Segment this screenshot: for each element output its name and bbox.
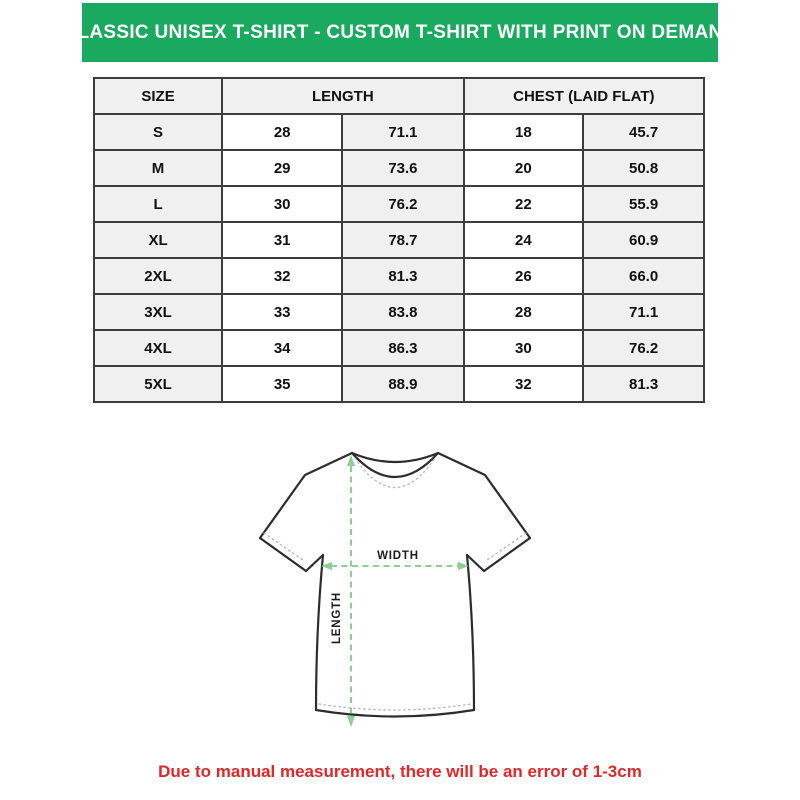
- size-table-body: [94, 78, 704, 402]
- tshirt-measurement-diagram: [248, 438, 548, 740]
- length-in-cell: 31: [222, 222, 342, 258]
- page-title: CLASSIC UNISEX T-SHIRT - CUSTOM T-SHIRT WITH PRINT ON DEMAND: [63, 21, 737, 43]
- length-in-cell: 34: [222, 330, 342, 366]
- length-in-cell: 28: [222, 114, 342, 150]
- size-cell: S: [94, 114, 222, 150]
- table-row: [94, 258, 704, 294]
- size-cell: M: [94, 150, 222, 186]
- size-cell: 3XL: [94, 294, 222, 330]
- measurement-error-note: Due to manual measurement, there will be an error of 1-3cm: [158, 762, 642, 781]
- header-chest: CHEST (LAID FLAT): [464, 78, 704, 114]
- table-row: [94, 294, 704, 330]
- width-label: WIDTH: [377, 550, 419, 562]
- chest-in-cell: 20: [464, 150, 584, 186]
- length-cm-cell: 73.6: [342, 150, 463, 186]
- chest-in-cell: 22: [464, 186, 584, 222]
- table-row: [94, 186, 704, 222]
- table-row: [94, 366, 704, 402]
- chest-cm-cell: 45.7: [583, 114, 704, 150]
- header-length: LENGTH: [222, 78, 464, 114]
- tshirt-silhouette: [260, 453, 530, 717]
- length-in-cell: 29: [222, 150, 342, 186]
- chest-in-cell: 30: [464, 330, 584, 366]
- table-row: [94, 150, 704, 186]
- length-cm-cell: 83.8: [342, 294, 463, 330]
- length-in-cell: 35: [222, 366, 342, 402]
- length-label: LENGTH: [331, 591, 343, 645]
- length-cm-cell: 86.3: [342, 330, 463, 366]
- length-cm-cell: 76.2: [342, 186, 463, 222]
- length-in-cell: 30: [222, 186, 342, 222]
- chest-cm-cell: 66.0: [583, 258, 704, 294]
- chest-cm-cell: 55.9: [583, 186, 704, 222]
- length-in-cell: 32: [222, 258, 342, 294]
- size-cell: 5XL: [94, 366, 222, 402]
- chest-in-cell: 26: [464, 258, 584, 294]
- size-cell: XL: [94, 222, 222, 258]
- chest-in-cell: 32: [464, 366, 584, 402]
- table-row: [94, 222, 704, 258]
- size-cell: 4XL: [94, 330, 222, 366]
- table-row: [94, 330, 704, 366]
- length-in-cell: 33: [222, 294, 342, 330]
- chest-in-cell: 18: [464, 114, 584, 150]
- length-cm-cell: 71.1: [342, 114, 463, 150]
- table-row: [94, 114, 704, 150]
- length-cm-cell: 88.9: [342, 366, 463, 402]
- chest-cm-cell: 71.1: [583, 294, 704, 330]
- chest-cm-cell: 81.3: [583, 366, 704, 402]
- size-table-container: [93, 77, 705, 403]
- length-cm-cell: 78.7: [342, 222, 463, 258]
- chest-in-cell: 28: [464, 294, 584, 330]
- size-cell: L: [94, 186, 222, 222]
- chest-cm-cell: 60.9: [583, 222, 704, 258]
- length-cm-cell: 81.3: [342, 258, 463, 294]
- header-size: SIZE: [94, 78, 222, 114]
- chest-cm-cell: 50.8: [583, 150, 704, 186]
- size-cell: 2XL: [94, 258, 222, 294]
- chest-cm-cell: 76.2: [583, 330, 704, 366]
- size-chart-table: [93, 77, 705, 403]
- table-header-row: [94, 78, 704, 114]
- arrowhead-down: [347, 716, 355, 727]
- chest-in-cell: 24: [464, 222, 584, 258]
- title-banner: [63, 3, 737, 62]
